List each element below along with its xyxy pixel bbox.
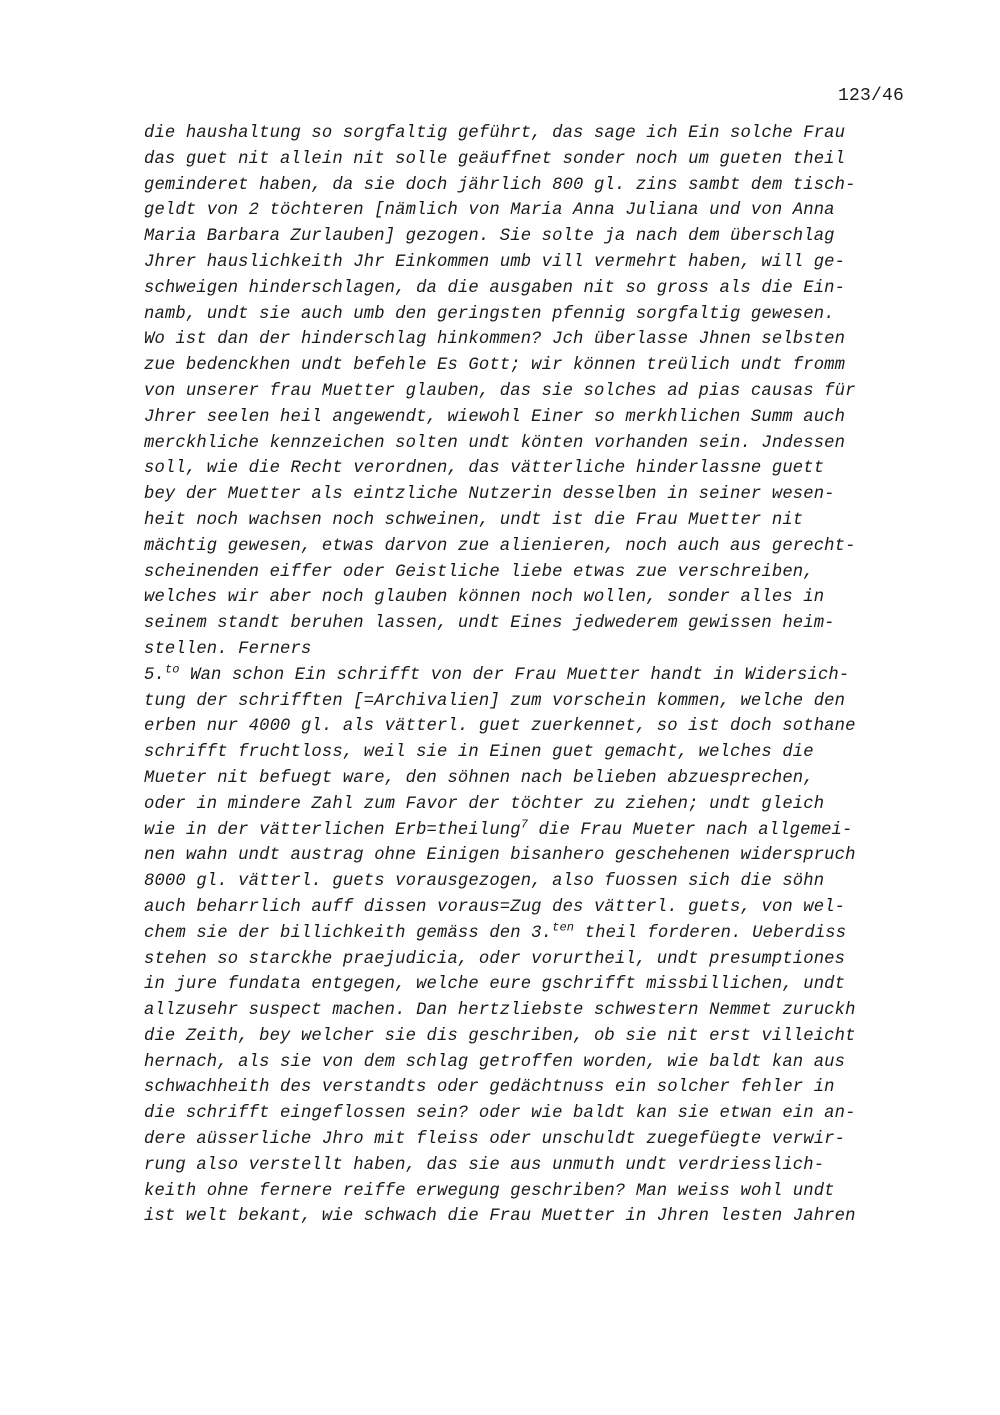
text-line (144, 1050, 914, 1076)
text-line (144, 843, 914, 869)
text-line (144, 456, 914, 482)
line-text: namb, undt sie auch umb den geringsten pfennig sorgfaltig gewesen. (144, 304, 835, 324)
page-number: 123/46 (837, 86, 904, 106)
line-text: auch beharrlich auff dissen voraus=Zug des vätterl. guets, von wel- (144, 897, 846, 917)
superscript: to (164, 662, 180, 676)
text-line (144, 921, 914, 947)
text-line (144, 792, 914, 818)
line-text: die Zeith, bey welcher sie dis geschriben, ob sie nit erst villeicht (144, 1026, 856, 1046)
line-text: allzusehr suspect machen. Dan hertzliebste schwestern Nemmet zuruckh (144, 1001, 856, 1021)
line-text: merckhliche kennzeichen solten undt könten vorhanden sein. Jndessen (144, 433, 846, 453)
text-line (144, 1075, 914, 1101)
line-text: das guet nit allein nit solle geäuffnet sonder noch um gueten theil (144, 149, 846, 169)
line-text: in jure fundata entgegen, welche eure gschrifft missbillichen, undt (144, 975, 846, 995)
line-text: tung der schrifften [=Archivalien] zum vorschein kommen, welche den (144, 691, 846, 711)
line-text: erben nur 4000 gl. als vätterl. guet zuerkennet, so ist doch sothane (144, 717, 856, 737)
text-line (144, 121, 914, 147)
text-line (144, 766, 914, 792)
text-line (144, 224, 914, 250)
text-line (144, 431, 914, 457)
text-line (144, 560, 914, 586)
text-line (144, 1179, 914, 1205)
line-text: bey der Muetter als eintzliche Nutzerin desselben in seiner wesen- (144, 485, 835, 505)
line-text: oder in mindere Zahl zum Favor der töchter zu ziehen; undt gleich (144, 794, 825, 814)
line-text: soll, wie die Recht verordnen, das vätterliche hinderlassne guett (144, 459, 825, 479)
text-line (144, 482, 914, 508)
text-line (144, 895, 914, 921)
line-text: scheinenden eiffer oder Geistliche liebe etwas zue verschreiben, (144, 562, 814, 582)
line-text: chem sie der billichkeith gemäss den 3. (144, 923, 553, 943)
line-text: rung also verstellt haben, das sie aus unmuth undt verdriesslich- (144, 1155, 825, 1175)
text-line (144, 508, 914, 534)
line-text: Wo ist dan der hinderschlag hinkommen? Jch überlasse Jhnen selbsten (144, 330, 846, 350)
line-text: zue bedenckhen undt befehle Es Gott; wir können treülich undt fromm (144, 356, 846, 376)
text-line (144, 947, 914, 973)
text-line (144, 353, 914, 379)
line-text: geldt von 2 töchteren [nämlich von Maria Anna Juliana und von Anna (144, 201, 835, 221)
line-text: nen wahn undt austrag ohne Einigen bisanhero geschehenen widerspruch (144, 846, 856, 866)
text-line (144, 302, 914, 328)
text-line (144, 147, 914, 173)
line-text: seinem standt beruhen lassen, undt Eines jedwederem gewissen heim- (144, 614, 835, 634)
line-text: keith ohne fernere reiffe erwegung geschriben? Man weiss wohl undt (144, 1181, 835, 1201)
line-text: Mueter nit befuegt ware, den söhnen nach belieben abzuesprechen, (144, 768, 814, 788)
text-line (144, 972, 914, 998)
text-line (144, 585, 914, 611)
text-line (144, 198, 914, 224)
text-line (144, 689, 914, 715)
text-line (144, 818, 914, 844)
body-text (144, 121, 914, 1230)
text-line (144, 1101, 914, 1127)
line-text-continued: Wan schon Ein schrifft von der Frau Muetter handt in Widersich- (179, 665, 850, 685)
line-text: hernach, als sie von dem schlag getroffen worden, wie baldt kan aus (144, 1052, 846, 1072)
text-line (144, 379, 914, 405)
text-line (144, 663, 914, 689)
line-text: dere aüsserliche Jhro mit fleiss oder unschuldt zuegefüegte verwir- (144, 1130, 846, 1150)
text-line (144, 327, 914, 353)
line-text: ist welt bekant, wie schwach die Frau Muetter in Jhren lesten Jahren (144, 1207, 856, 1227)
line-text-continued: theil forderen. Ueberdiss (574, 923, 847, 943)
line-text: die haushaltung so sorgfaltig geführt, das sage ich Ein solche Frau (144, 124, 846, 143)
text-line (144, 250, 914, 276)
line-text: wie in der vätterlichen Erb=theilung (144, 820, 521, 840)
line-text: schwachheith des verstandts oder gedächtnuss ein solcher fehler in (144, 1078, 835, 1098)
text-line (144, 998, 914, 1024)
line-text: stehen so starckhe praejudicia, oder vorurtheil, undt presumptiones (144, 949, 846, 969)
text-line (144, 1127, 914, 1153)
line-text-continued: die Frau Mueter nach allgemei- (528, 820, 853, 840)
text-line (144, 611, 914, 637)
line-text: Jhrer seelen heil angewendt, wiewohl Einer so merkhlichen Summ auch (144, 407, 846, 427)
line-text: die schrifft eingeflossen sein? oder wie baldt kan sie etwan ein an- (144, 1104, 856, 1124)
line-text: geminderet haben, da sie doch jährlich 800 gl. zins sambt dem tisch- (144, 175, 856, 195)
line-text: schrifft fruchtloss, weil sie in Einen guet gemacht, welches die (144, 743, 814, 763)
text-line (144, 869, 914, 895)
line-text: heit noch wachsen noch schweinen, undt ist die Frau Muetter nit (144, 510, 804, 530)
line-text: 8000 gl. vätterl. guets vorausgezogen, also fuossen sich die söhn (144, 872, 825, 892)
text-line (144, 637, 914, 663)
line-text: welches wir aber noch glauben können noch wollen, sonder alles in (144, 588, 825, 608)
text-line (144, 714, 914, 740)
text-line (144, 276, 914, 302)
line-text: stellen. Ferners (144, 639, 312, 659)
text-line (144, 534, 914, 560)
line-text: Jhrer hauslichkeith Jhr Einkommen umb vill vermehrt haben, will ge- (144, 252, 846, 272)
text-line (144, 740, 914, 766)
text-line (144, 1153, 914, 1179)
superscript: ten (552, 919, 575, 934)
line-text: 5. (144, 665, 165, 685)
text-line (144, 1024, 914, 1050)
line-text: schweigen hinderschlagen, da die ausgaben nit so gross als die Ein- (144, 278, 846, 298)
text-line (144, 173, 914, 199)
line-text: mächtig gewesen, etwas darvon zue alienieren, noch auch aus gerecht- (144, 536, 856, 556)
line-text: Maria Barbara Zurlauben] gezogen. Sie solte ja nach dem überschlag (144, 227, 835, 247)
text-line (144, 405, 914, 431)
text-line (144, 1204, 914, 1230)
line-text: von unserer frau Muetter glauben, das sie solches ad pias causas für (144, 381, 856, 401)
superscript: 7 (520, 816, 529, 831)
